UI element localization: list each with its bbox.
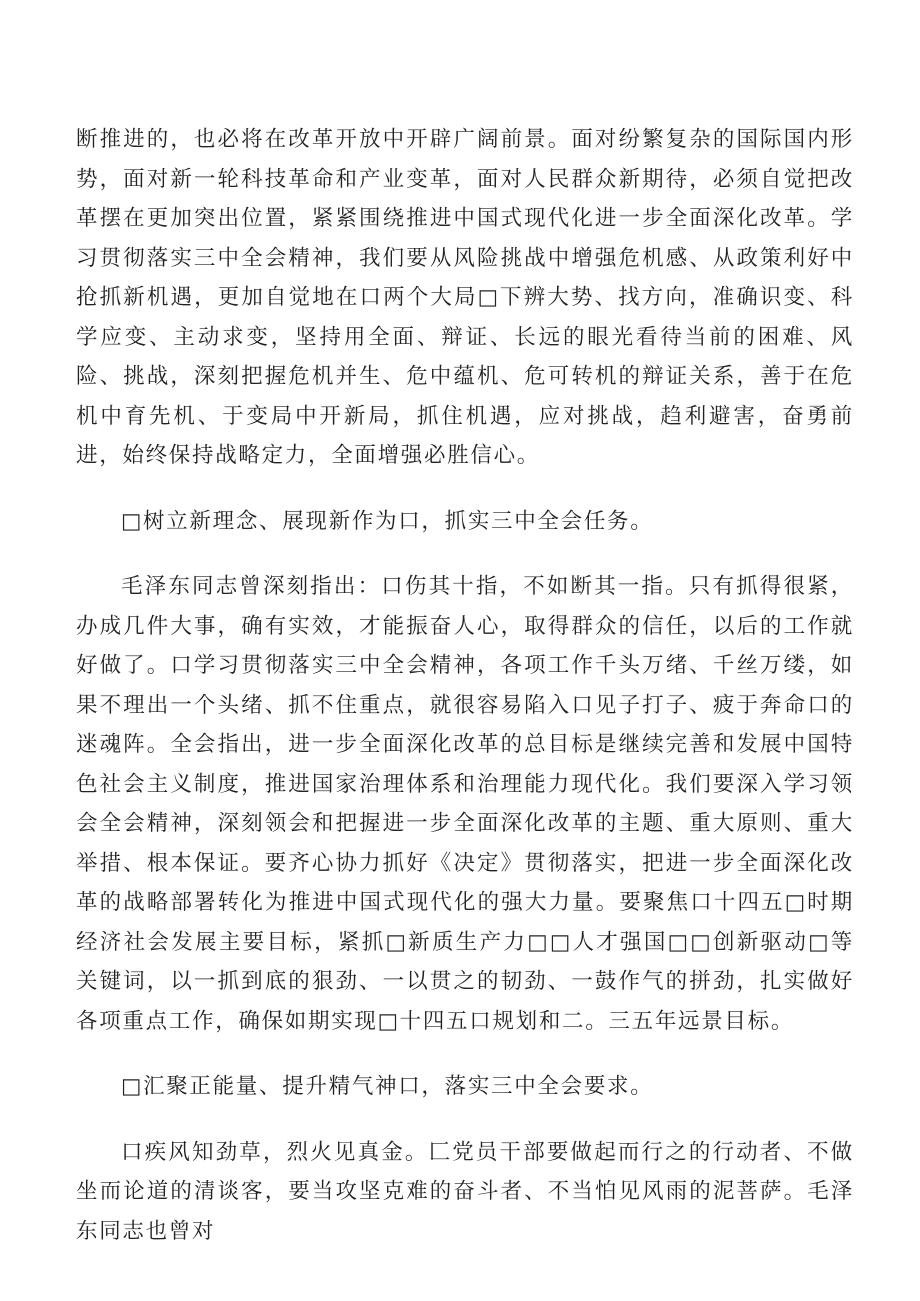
text-line: 全面深化改革的总目标是继续完善和发展中国特色社会主义制度，推进国家治理体 (76, 732, 855, 797)
text-line: 辩证、长远的眼光看待当前的困难、风险、挑战，深刻把握危机并生、危中蕴机、 (76, 324, 854, 389)
text-line: 出位置，紧紧围绕推进中国式现代化进一步全面深化改革。学习贯彻落实三中全会 (76, 206, 855, 271)
text-line: □汇聚正能量、提升精气神口，落实三中全会要求。 (121, 1074, 654, 1099)
text-line: 口疾风知劲草，烈火见真金。匚党员干部要做起而行之的行动者、不做坐而论 (76, 1139, 854, 1204)
section-heading-new-concepts (76, 502, 854, 542)
text-line: 系和治理能力现代化。我们要深入学习领会全会精神，深刻领会和把握进一步全面 (76, 771, 854, 836)
text-line: 战，趋利避害，奋勇前进，始终保持战略定力，全面增强必胜信心。 (76, 403, 854, 468)
text-line: 创新驱动□等关键词，以一抓到底的狠劲、一以贯之的韧劲、一鼓作气的拼劲，扎 (76, 929, 854, 994)
text-line: 深化改革的主题、重大原则、重大举措、根本保证。要齐心协力抓好《决定》贯彻 (76, 811, 854, 876)
text-line: 抓不住重点，就很容易陷入口见子打子、疲于奔命口的迷魂阵。全会指出，进一步 (76, 692, 854, 757)
text-line: 精神，我们要从风险挑战中增强危机感、从政策利好中抢抓新机遇，更加自觉地在 (76, 245, 854, 310)
text-line: □树立新理念、展现新作为口，抓实三中全会任务。 (121, 508, 654, 534)
paragraph-reform-context (76, 120, 854, 476)
text-line: 落实，把进一步全面深化改革的战略部署转化为推进中国式现代化的强大力量。要 (76, 850, 855, 915)
paragraph-key-tasks (76, 567, 854, 1041)
text-line: 实做好各项重点工作，确保如期实现□十四五口规划和二。三五年远景目标。 (76, 969, 854, 1034)
text-line: 口两个大局□下辨大势、找方向，准确识变、科学应变、主动求变，坚持用全面、 (76, 285, 854, 350)
paragraph-party-members (76, 1133, 854, 1252)
text-line: 道的清谈客，要当攻坚克难的奋斗者、不当怕见风雨的泥菩萨。毛泽东同志也曾对 (76, 1179, 854, 1244)
text-line: 毛泽东同志曾深刻指出：口伤其十指，不如断其一指。只有抓得很紧，办成几 (76, 574, 854, 639)
text-line: 聚焦口十四五□时期经济社会发展主要目标，紧抓□新质生产力□□人才强国□□ (76, 890, 854, 955)
text-line: 危可转机的辩证关系，善于在危机中育先机、于变局中开新局，抓住机遇，应对挑 (76, 364, 854, 429)
text-line: 断推进的，也必将在改革开放中开辟广阔前景。面对纷繁复杂的国际国内形势，面 (76, 127, 854, 192)
text-line: 对新一轮科技革命和产业变革，面对人民群众新期待，必须自觉把改革摆在更加突 (76, 166, 854, 231)
section-heading-positive-energy (76, 1067, 854, 1107)
document-page (76, 120, 854, 1251)
text-line: 习贯彻落实三中全会精神，各项工作千头万绪、千丝万缕，如果不理出一个头绪、 (76, 653, 855, 718)
text-line: 件大事，确有实效，才能振奋人心，取得群众的信任，以后的工作就好做了。口学 (76, 613, 854, 678)
